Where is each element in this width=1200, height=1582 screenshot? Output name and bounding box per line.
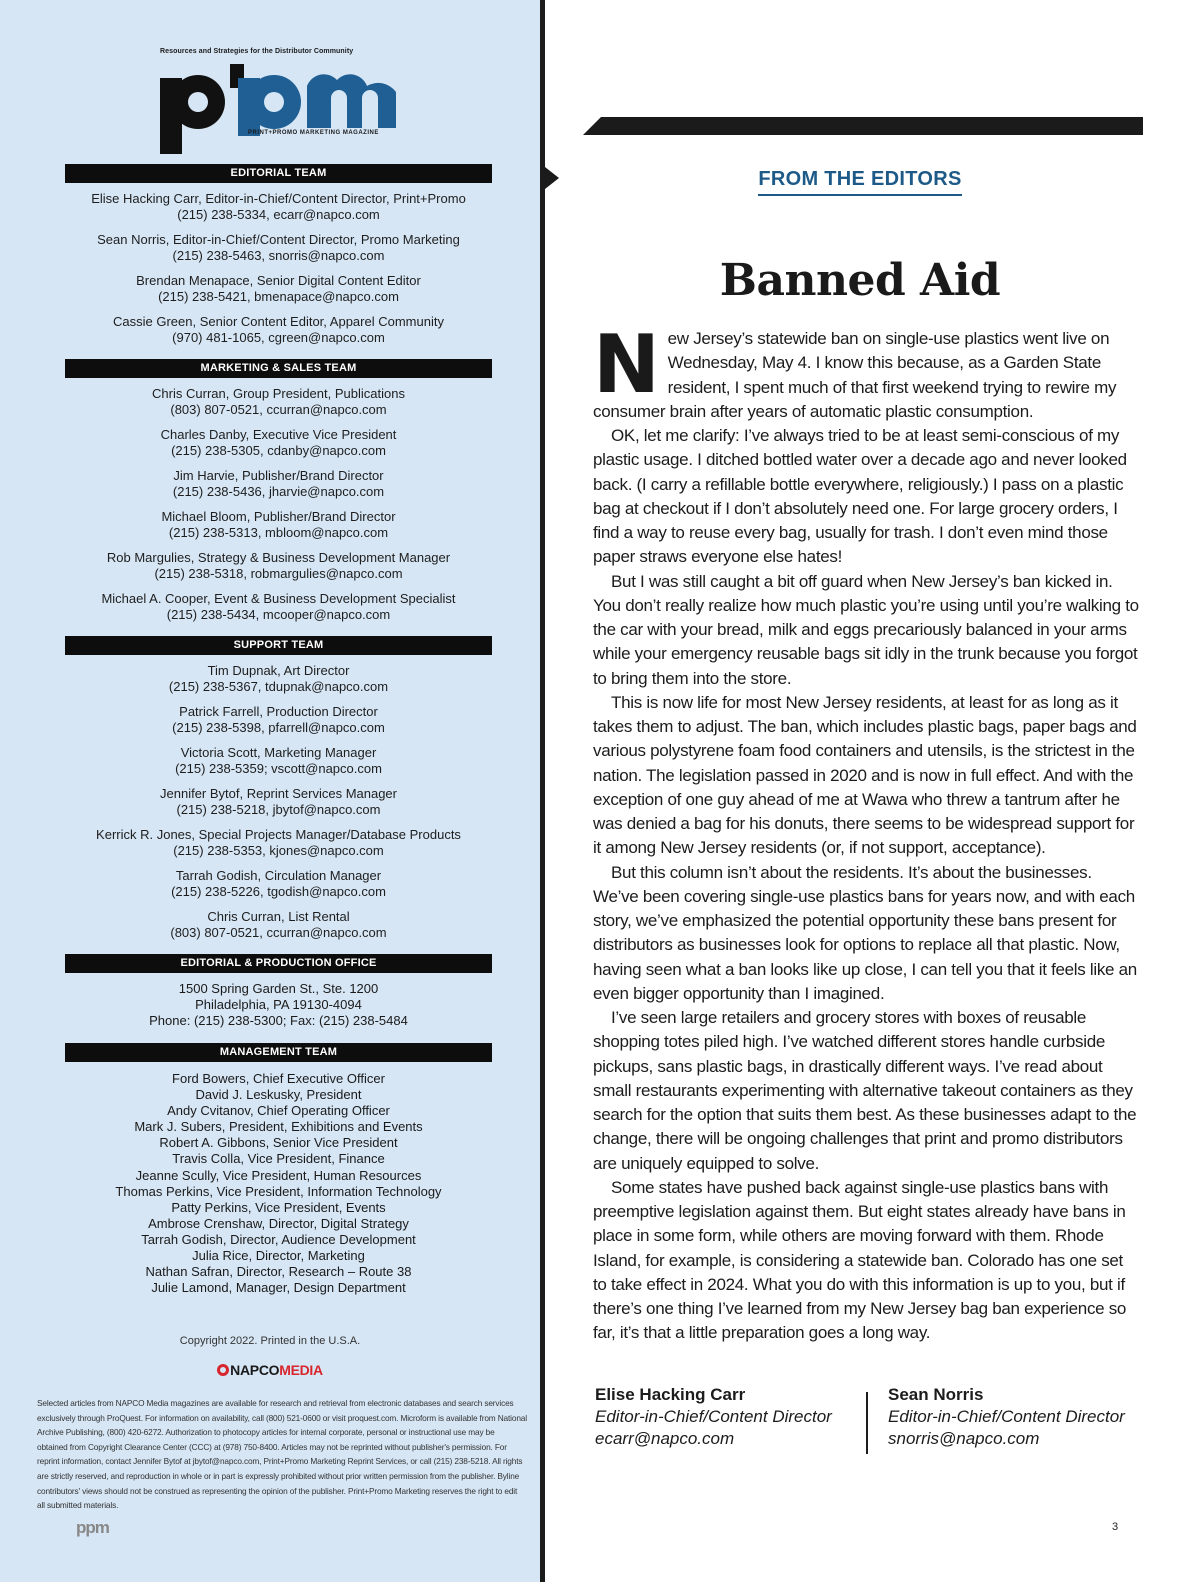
- masthead-sidebar: [0, 0, 540, 1582]
- signature-title: Editor-in-Chief/Content Director: [888, 1407, 1125, 1426]
- list-item: Julia Rice, Director, Marketing: [192, 1248, 365, 1264]
- staff-entry: Brendan Menapace, Senior Digital Content Editor (215) 238-5421, bmenapace@napco.com: [136, 273, 421, 304]
- management-team-list: [65, 1062, 492, 1296]
- staff-entry: Michael A. Cooper, Event & Business Development Specialist (215) 238-5434, mcooper@napco.com: [101, 591, 456, 622]
- staff-entry: Victoria Scott, Marketing Manager (215) 238-5359; vscott@napco.com: [175, 745, 382, 776]
- drop-cap: N: [593, 318, 660, 411]
- list-item: Julie Lamond, Manager, Design Department: [151, 1280, 406, 1296]
- napco-media-logo: NAPCOMEDIA: [0, 1362, 540, 1378]
- support-team-heading: SUPPORT TEAM: [65, 636, 492, 655]
- list-item: Travis Colla, Vice President, Finance: [172, 1151, 385, 1167]
- ppm-logo-mark: [152, 56, 402, 156]
- article-paragraph: OK, let me clarify: I’ve always tried to be at least semi-conscious of my plastic usage. I ditched bottled water over a decade ago and never looked back. (I carry a refillable bottle everywhere, religiously.) I pass on a plastic bag at checkout if I don’t absolutely need one. For large grocery orders, I find a way to reuse every bag, usually for trash. I don’t even mind those paper straws everyone else hates!: [593, 426, 1127, 567]
- signature-email[interactable]: ecarr@napco.com: [595, 1429, 735, 1448]
- list-item: Ford Bowers, Chief Executive Officer: [172, 1071, 385, 1086]
- staff-entry: Rob Margulies, Strategy & Business Development Manager (215) 238-5318, robmargulies@napco.com: [106, 550, 451, 581]
- staff-entry: Chris Curran, List Rental (803) 807-0521, ccurran@napco.com: [170, 909, 387, 940]
- article-headline: Banned Aid: [719, 255, 1001, 306]
- signature-name: Sean Norris: [888, 1385, 984, 1404]
- signature-block: [595, 1384, 865, 1450]
- list-item: Jeanne Scully, Vice President, Human Resources: [135, 1167, 422, 1183]
- logo-subtitle: PRINT+PROMO MARKETING MAGAZINE: [248, 130, 379, 136]
- staff-entry: Michael Bloom, Publisher/Brand Director (215) 238-5313, mbloom@napco.com: [161, 509, 396, 540]
- column-divider: [540, 0, 545, 1582]
- header-rule: [583, 117, 1143, 135]
- article-body: [593, 318, 1139, 1346]
- staff-entry: Sean Norris, Editor-in-Chief/Content Director, Promo Marketing (215) 238-5463, snorris@napco.com: [97, 232, 460, 263]
- copyright-notice: Copyright 2022. Printed in the U.S.A.: [179, 1335, 361, 1347]
- staff-entry: Kerrick R. Jones, Special Projects Manager/Database Products (215) 238-5353, kjones@napco.com: [96, 827, 461, 858]
- staff-entry: Jim Harvie, Publisher/Brand Director (215) 238-5436, jharvie@napco.com: [172, 468, 385, 499]
- article-paragraph: Some states have pushed back against single-use plastics bans with preemptive legislation against them. But eight states already have bans in place in some form, while others are moving forward with them. Rhode Island, for example, is considering a statewide ban. Colorado has one set to take effect in 2024. What you do with this information is up to you, but if there’s one thing I’ve learned from my New Jersey bag ban experience so far, it’s that a little preparation goes a long way.: [593, 1177, 1127, 1343]
- logo-tagline: Resources and Strategies for the Distributor Community: [160, 48, 354, 55]
- list-item: Robert A. Gibbons, Senior Vice President: [159, 1135, 398, 1151]
- list-item: Patty Perkins, Vice President, Events: [171, 1199, 386, 1215]
- list-item: Thomas Perkins, Vice President, Information Technology: [115, 1183, 442, 1199]
- staff-entry: Jennifer Bytof, Reprint Services Manager (215) 238-5218, jbytof@napco.com: [160, 786, 397, 817]
- marketing-sales-heading: MARKETING & SALES TEAM: [65, 359, 492, 378]
- article-paragraph: But this column isn’t about the residents. It’s about the businesses. We’ve been covering single-use plastics bans for years now, and with each story, we’ve emphasized the potential opportunity these bans present for distributors as businesses look for options to replace all that plastic. Now, having seen what a ban looks like up close, I can tell you that it feels like an even bigger opportunity than I imagined.: [593, 862, 1137, 1003]
- staff-entry: Tarrah Godish, Circulation Manager (215) 238-5226, tgodish@napco.com: [171, 868, 386, 899]
- staff-directory: [65, 164, 492, 1296]
- list-item: Tarrah Godish, Director, Audience Development: [141, 1231, 416, 1247]
- editorial-team-list: [65, 183, 492, 359]
- napco-ring-icon: [217, 1364, 229, 1376]
- list-item: Mark J. Subers, President, Exhibitions and Events: [134, 1119, 423, 1135]
- staff-entry: Cassie Green, Senior Content Editor, Apparel Community (970) 481-1065, cgreen@napco.com: [113, 314, 444, 345]
- list-item: David J. Leskusky, President: [195, 1087, 362, 1103]
- signature-email[interactable]: snorris@napco.com: [888, 1429, 1040, 1448]
- divider-arrow-icon: [545, 167, 559, 189]
- section-kicker: FROM THE EDITORS: [700, 168, 1020, 196]
- signature-title: Editor-in-Chief/Content Director: [595, 1407, 832, 1426]
- staff-entry: Tim Dupnak, Art Director (215) 238-5367, tdupnak@napco.com: [168, 663, 389, 694]
- article-paragraph: This is now life for most New Jersey residents, at least for as long as it takes them to adjust. The ban, which includes plastic bags, paper bags and various polystyrene foam food containers and utensils, is the strictest in the nation. The legislation passed in 2020 and is now in full effect. And with the exception of one guy ahead of me at Wawa who threw a tantrum after he was denied a bag for his donuts, there seems to be widespread support for it among New Jersey residents (or, if not support, acceptance).: [593, 692, 1137, 858]
- page-number: 3: [1112, 1521, 1119, 1533]
- list-item: Andy Cvitanov, Chief Operating Officer: [167, 1103, 390, 1119]
- signature-block: [888, 1384, 1158, 1450]
- article-paragraph: But I was still caught a bit off guard when New Jersey’s ban kicked in. You don’t really realize how much plastic you’re using until you’re walking to the car with your bread, milk and eggs precariously balanced in your arms while your emergency reusable bags sit idly in the trunk because you forgot to bring them into the store.: [593, 571, 1139, 688]
- article-paragraph: New Jersey’s statewide ban on single-use plastics went live on Wednesday, May 4. I know this because, as a Garden State resident, I spent much of that first weekend trying to rewire my consumer brain after years of automatic plastic consumption.: [593, 318, 1117, 421]
- signature-divider: [866, 1392, 868, 1454]
- staff-entry: Patrick Farrell, Production Director (215) 238-5398, pfarrell@napco.com: [172, 704, 385, 735]
- staff-entry: Chris Curran, Group President, Publications (803) 807-0521, ccurran@napco.com: [152, 386, 405, 417]
- office-address: 1500 Spring Garden St., Ste. 1200 Philadelphia, PA 19130-4094 Phone: (215) 238-5300; Fax: (215) 238-5484: [149, 981, 408, 1028]
- ppm-logo: [152, 46, 402, 156]
- support-team-list: [65, 655, 492, 954]
- signature-name: Elise Hacking Carr: [595, 1385, 746, 1404]
- fine-print: Selected articles from NAPCO Media magazines are available for research and retrieval from electronic databases and search services exclusively through ProQuest. For information on availability, call (800) 521-0600 or visit proquest.com. Microform is available from National Archive Publishing, (800) 420-6272. Authorization to photocopy articles for internal corporate, personal or instructional use may be obtained from Copyright Clearance Center (CCC) at (978) 750-8400. Articles may not be reprinted without publisher's permission. For reprint information, contact Jennifer Bytof at jbytof@napco.com, Print+Promo Marketing Reprint Services, or call (215) 238-5218. All rights are strictly reserved, and reproduction in whole or in part is expressly prohibited without prior written permission from the publisher. Byline contributors' views should not be construed as representing the opinion of the publisher. Print+Promo Marketing reserves the right to edit all submitted materials.: [37, 1398, 527, 1511]
- list-item: Ambrose Crenshaw, Director, Digital Strategy: [148, 1215, 409, 1231]
- management-team-heading: MANAGEMENT TEAM: [65, 1043, 492, 1062]
- editorial-team-heading: EDITORIAL TEAM: [65, 164, 492, 183]
- ppm-mini-logo: ppm: [76, 1518, 109, 1537]
- office-heading: EDITORIAL & PRODUCTION OFFICE: [65, 954, 492, 973]
- list-item: Nathan Safran, Director, Research – Route 38: [145, 1264, 412, 1280]
- staff-entry: Elise Hacking Carr, Editor-in-Chief/Content Director, Print+Promo (215) 238-5334, ecarr@napco.com: [91, 191, 466, 222]
- article-paragraph: I’ve seen large retailers and grocery stores with boxes of reusable shopping totes piled high. I’ve watched different stores handle curbside pickups, sans plastic bags, in drastically different ways. I’ve read about small restaurants experimenting with alternative takeout containers as they search for the option that suits them best. As these businesses adapt to the change, there will be ongoing challenges that print and promo distributors are uniquely equipped to solve.: [593, 1008, 1137, 1173]
- marketing-sales-list: [65, 378, 492, 636]
- staff-entry: Charles Danby, Executive Vice President (215) 238-5305, cdanby@napco.com: [160, 427, 397, 458]
